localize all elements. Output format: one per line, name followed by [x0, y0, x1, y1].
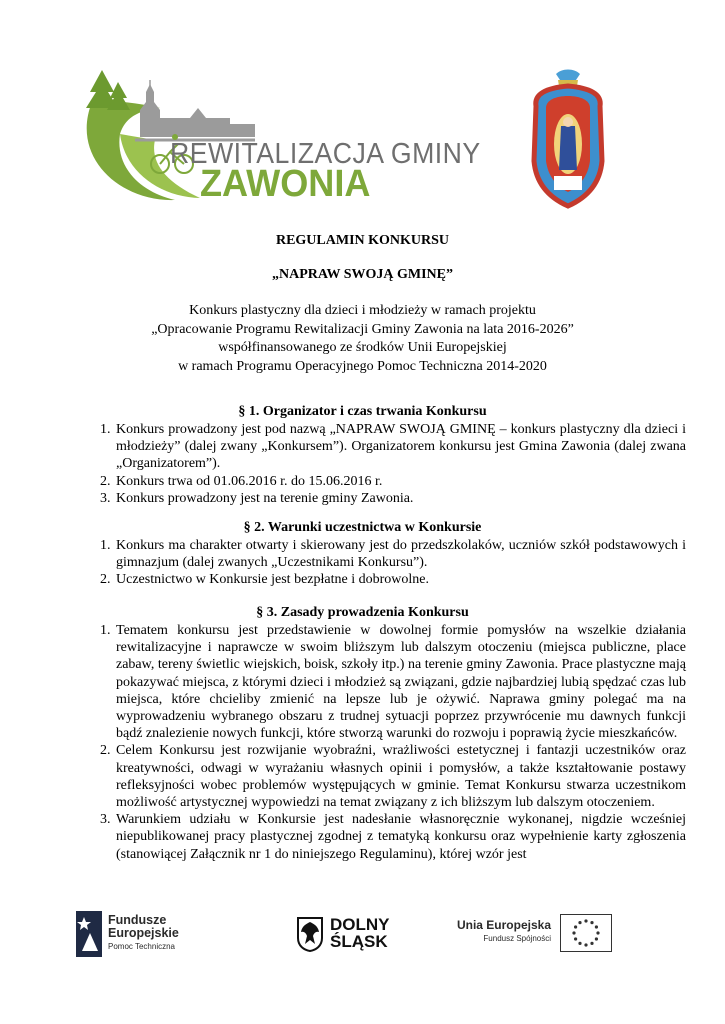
intro-line: „Opracowanie Programu Rewitalizacji Gminy Zawonia na lata 2016-2026”: [151, 321, 574, 337]
ue-line1: Unia Europejska: [456, 918, 551, 932]
section-3-list: [86, 622, 686, 863]
dolny-slask-text: [330, 916, 390, 950]
ds-line2: ŚLĄSK: [330, 932, 388, 951]
intro-line: Konkurs plastyczny dla dzieci i młodzieży w ramach projektu: [189, 303, 536, 318]
logo-line1: REWITALIZACJA GMINY: [170, 138, 481, 170]
coat-of-arms-icon: [528, 66, 608, 214]
section-1-title: § 1. Organizator i czas trwania Konkursu: [238, 404, 487, 419]
section-3-title: § 3. Zasady prowadzenia Konkursu: [256, 605, 469, 620]
intro-line: współfinansowanego ze środków Unii Europejskiej: [218, 340, 507, 355]
fe-line1: Fundusze: [108, 913, 167, 927]
list-item: 2. Konkurs trwa od 01.06.2016 r. do 15.06.2016 r.: [114, 473, 686, 490]
ue-line2: Fundusz Spójności: [483, 934, 551, 943]
fundusze-europejskie-icon: [76, 911, 102, 957]
section-2-title: § 2. Warunki uczestnictwa w Konkursie: [243, 520, 482, 535]
section-2-list: [86, 537, 686, 589]
logo-line2: ZAWONIA: [200, 163, 371, 205]
list-item: 1. Tematem konkursu jest przedstawienie w dowolnej formie pomysłów na wszelkie działania rewitalizacyjne i naprawcze w swoim bliższym lub dalszym otoczeniu (miejsca publiczne, place zabaw, tereny świetlic wiejskich, boisk, szkoły itp.) na terenie gminy Zawonia. Prace plastyczne mają pokazywać miejsca, z którymi dzieci i młodzież są związani, gdzie najbardziej lubią spędzać czas lub miejsca, które chcieliby zmienić na lepsze lub je ożywić. Naprawa gminy polegać ma na wyprowadzeniu wybranego obszaru z trudnej sytuacji poprzez przywrócenie mu dawnych funkcji bądź znalezienie nowych funkcji, które stworzą warunki do rozwoju i poprawią życie mieszkańców.: [114, 622, 686, 742]
list-item: 1. Konkurs prowadzony jest pod nazwą „NAPRAW SWOJĄ GMINĘ – konkurs plastyczny dla dzieci i młodzieży” (dalej zwany „Konkursem”). Organizatorem konkursu jest Gmina Zawonia (dalej zwana „Organizatorem”).: [114, 421, 686, 473]
document-title: REGULAMIN KONKURSU: [275, 233, 450, 248]
list-item: 1. Konkurs ma charakter otwarty i skierowany jest do przedszkolaków, uczniów szkół podstawowych i gimnazjum (dalej zwanych „Uczestnikami Konkursu”).: [114, 537, 686, 571]
section-1-list: [86, 421, 686, 507]
intro-line: w ramach Programu Operacyjnego Pomoc Techniczna 2014-2020: [178, 358, 547, 374]
eu-flag-icon: [560, 914, 612, 952]
list-item: 3. Warunkiem udziału w Konkursie jest nadesłanie własnoręcznie wykonanej, nigdzie wcześniej niepublikowanej pracy plastycznej zgodnej z tematyką konkursu oraz wypełnienie karty zgłoszenia (stanowiącej Załącznik nr 1 do niniejszego Regulaminu), której wzór jest: [114, 811, 686, 863]
fe-line2: Europejskie: [108, 926, 179, 940]
document-subtitle: „NAPRAW SWOJĄ GMINĘ”: [272, 267, 453, 282]
fe-line3: Pomoc Techniczna: [108, 942, 175, 951]
dolny-slask-eagle-icon: [296, 916, 324, 952]
list-item: 3. Konkurs prowadzony jest na terenie gminy Zawonia.: [114, 490, 686, 507]
document-intro: [80, 302, 645, 376]
list-item: 2. Celem Konkursu jest rozwijanie wyobraźni, wrażliwości estetycznej i fantazji uczestników oraz kreatywności, odwagi w wyrażaniu własnych opinii i pomysłów, a także kształtowanie postawy refleksyjności wobec problemów występujących w gminie. Temat Konkursu stwarza uczestnikom możliwość artystycznej wypowiedzi na temat związany z ich bliższym lub dalszym otoczeniem.: [114, 742, 686, 811]
fundusze-europejskie-text: [108, 914, 179, 953]
list-item: 2. Uczestnictwo w Konkursie jest bezpłatne i dobrowolne.: [114, 571, 686, 588]
ds-line1: DOLNY: [330, 915, 390, 934]
unia-europejska-text: [455, 918, 551, 946]
